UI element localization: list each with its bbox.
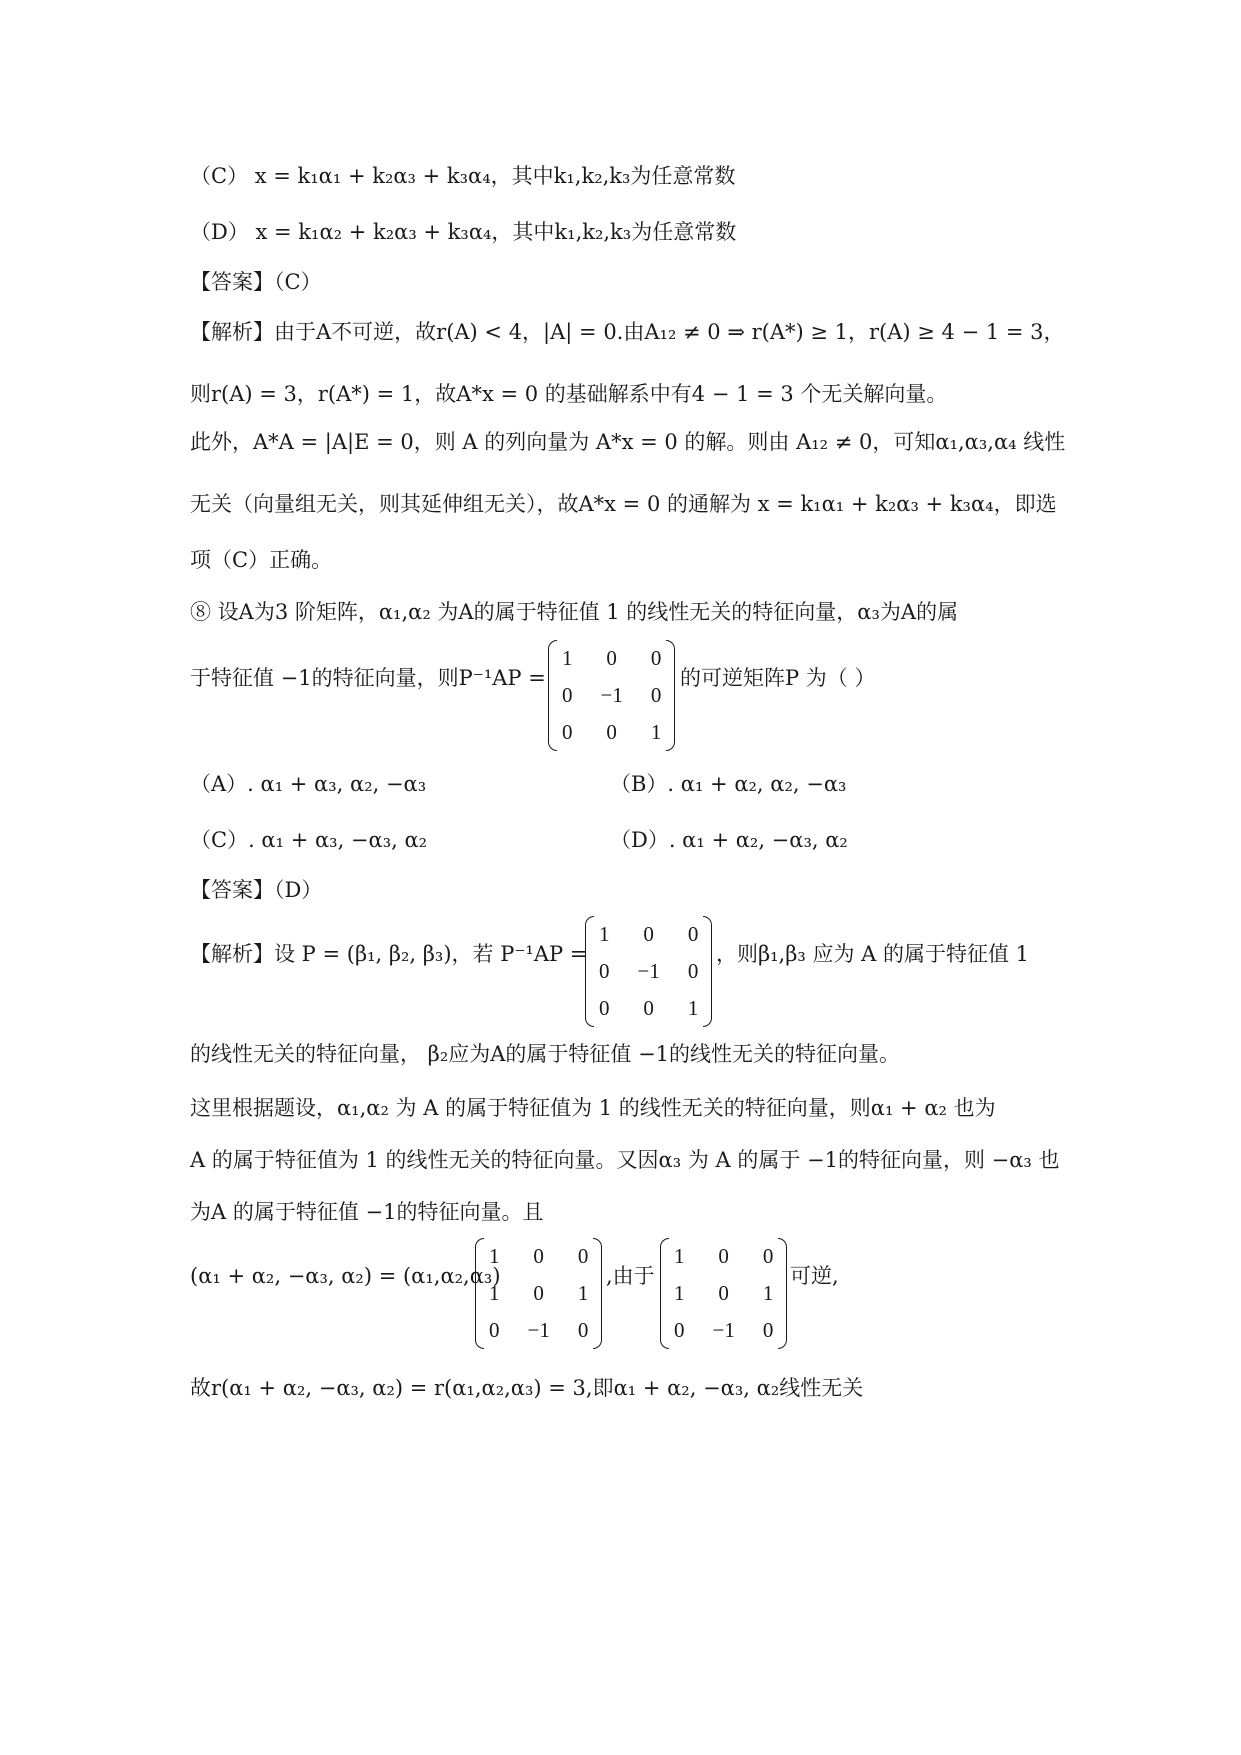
analysis-2-matrix-b1: 1 0 0 1 0 1 0 −1 0 bbox=[475, 1238, 602, 1349]
analysis-1-line-3: 此外，A*A = |A|E = 0，则 A 的列向量为 A*x = 0 的解。则由 A₁₂ ≠ 0，可知α₁,α₃,α₄ 线性 bbox=[190, 430, 1066, 454]
choice-d: （D）. α₁ + α₂, −α₃, α₂ bbox=[610, 828, 848, 852]
option-d-prev: （D） x = k₁α₂ + k₂α₃ + k₃α₄，其中k₁,k₂,k₃为任意常数 bbox=[190, 220, 737, 244]
analysis-2-line-1a: 【解析】设 P = (β₁, β₂, β₃)，若 P⁻¹AP = bbox=[190, 942, 588, 966]
analysis-2-matrix: 1 0 0 0 −1 0 0 0 1 bbox=[585, 916, 712, 1027]
question-8-line-2b: 的可逆矩阵P 为（ ） bbox=[680, 666, 876, 690]
choice-c: （C）. α₁ + α₃, −α₃, α₂ bbox=[190, 828, 428, 852]
question-8-matrix: 1 0 0 0 −1 0 0 0 1 bbox=[548, 640, 675, 751]
analysis-1-line-2: 则r(A) = 3，r(A*) = 1，故A*x = 0 的基础解系中有4 − 1 = 3 个无关解向量。 bbox=[190, 382, 948, 406]
analysis-2-line-1b: ，则β₁,β₃ 应为 A 的属于特征值 1 bbox=[716, 942, 1030, 966]
choice-a: （A）. α₁ + α₃, α₂, −α₃ bbox=[190, 772, 427, 796]
answer-1: 【答案】（C） bbox=[190, 270, 322, 294]
question-8-line-2a: 于特征值 −1的特征向量，则P⁻¹AP = bbox=[190, 666, 546, 690]
analysis-2-matrix-b2: 1 0 0 1 0 1 0 −1 0 bbox=[660, 1238, 787, 1349]
analysis-2-line-6c: 可逆, bbox=[790, 1264, 839, 1288]
analysis-2-line-3: 这里根据题设，α₁,α₂ 为 A 的属于特征值为 1 的线性无关的特征向量，则α₁ + α₂ 也为 bbox=[190, 1096, 996, 1120]
analysis-2-line-2: 的线性无关的特征向量， β₂应为A的属于特征值 −1的线性无关的特征向量。 bbox=[190, 1042, 901, 1066]
analysis-2-line-6a: (α₁ + α₂, −α₃, α₂) = (α₁,α₂,α₃) bbox=[190, 1264, 501, 1288]
question-8-line-1: ⑧ 设A为3 阶矩阵，α₁,α₂ 为A的属于特征值 1 的线性无关的特征向量，α₃为A的属 bbox=[190, 600, 959, 624]
analysis-1-line-1: 【解析】由于A不可逆，故r(A) < 4，|A| = 0.由A₁₂ ≠ 0 ⇒ r(A*) ≥ 1，r(A) ≥ 4 − 1 = 3， bbox=[190, 320, 1065, 344]
analysis-1-line-4: 无关（向量组无关，则其延伸组无关），故A*x = 0 的通解为 x = k₁α₁ + k₂α₃ + k₃α₄，即选 bbox=[190, 492, 1057, 516]
analysis-2-line-5: 为A 的属于特征值 −1的特征向量。且 bbox=[190, 1200, 544, 1224]
choice-b: （B）. α₁ + α₂, α₂, −α₃ bbox=[610, 772, 847, 796]
analysis-1-line-5: 项（C）正确。 bbox=[190, 548, 333, 572]
answer-2: 【答案】（D） bbox=[190, 878, 323, 902]
option-c-prev: （C） x = k₁α₁ + k₂α₃ + k₃α₄，其中k₁,k₂,k₃为任意常数 bbox=[190, 164, 736, 188]
analysis-2-line-6b: ,由于 bbox=[606, 1264, 655, 1288]
analysis-2-line-4: A 的属于特征值为 1 的线性无关的特征向量。又因α₃ 为 A 的属于 −1的特征向量，则 −α₃ 也 bbox=[190, 1148, 1060, 1172]
analysis-2-line-7: 故r(α₁ + α₂, −α₃, α₂) = r(α₁,α₂,α₃) = 3,即α₁ + α₂, −α₃, α₂线性无关 bbox=[190, 1376, 864, 1400]
